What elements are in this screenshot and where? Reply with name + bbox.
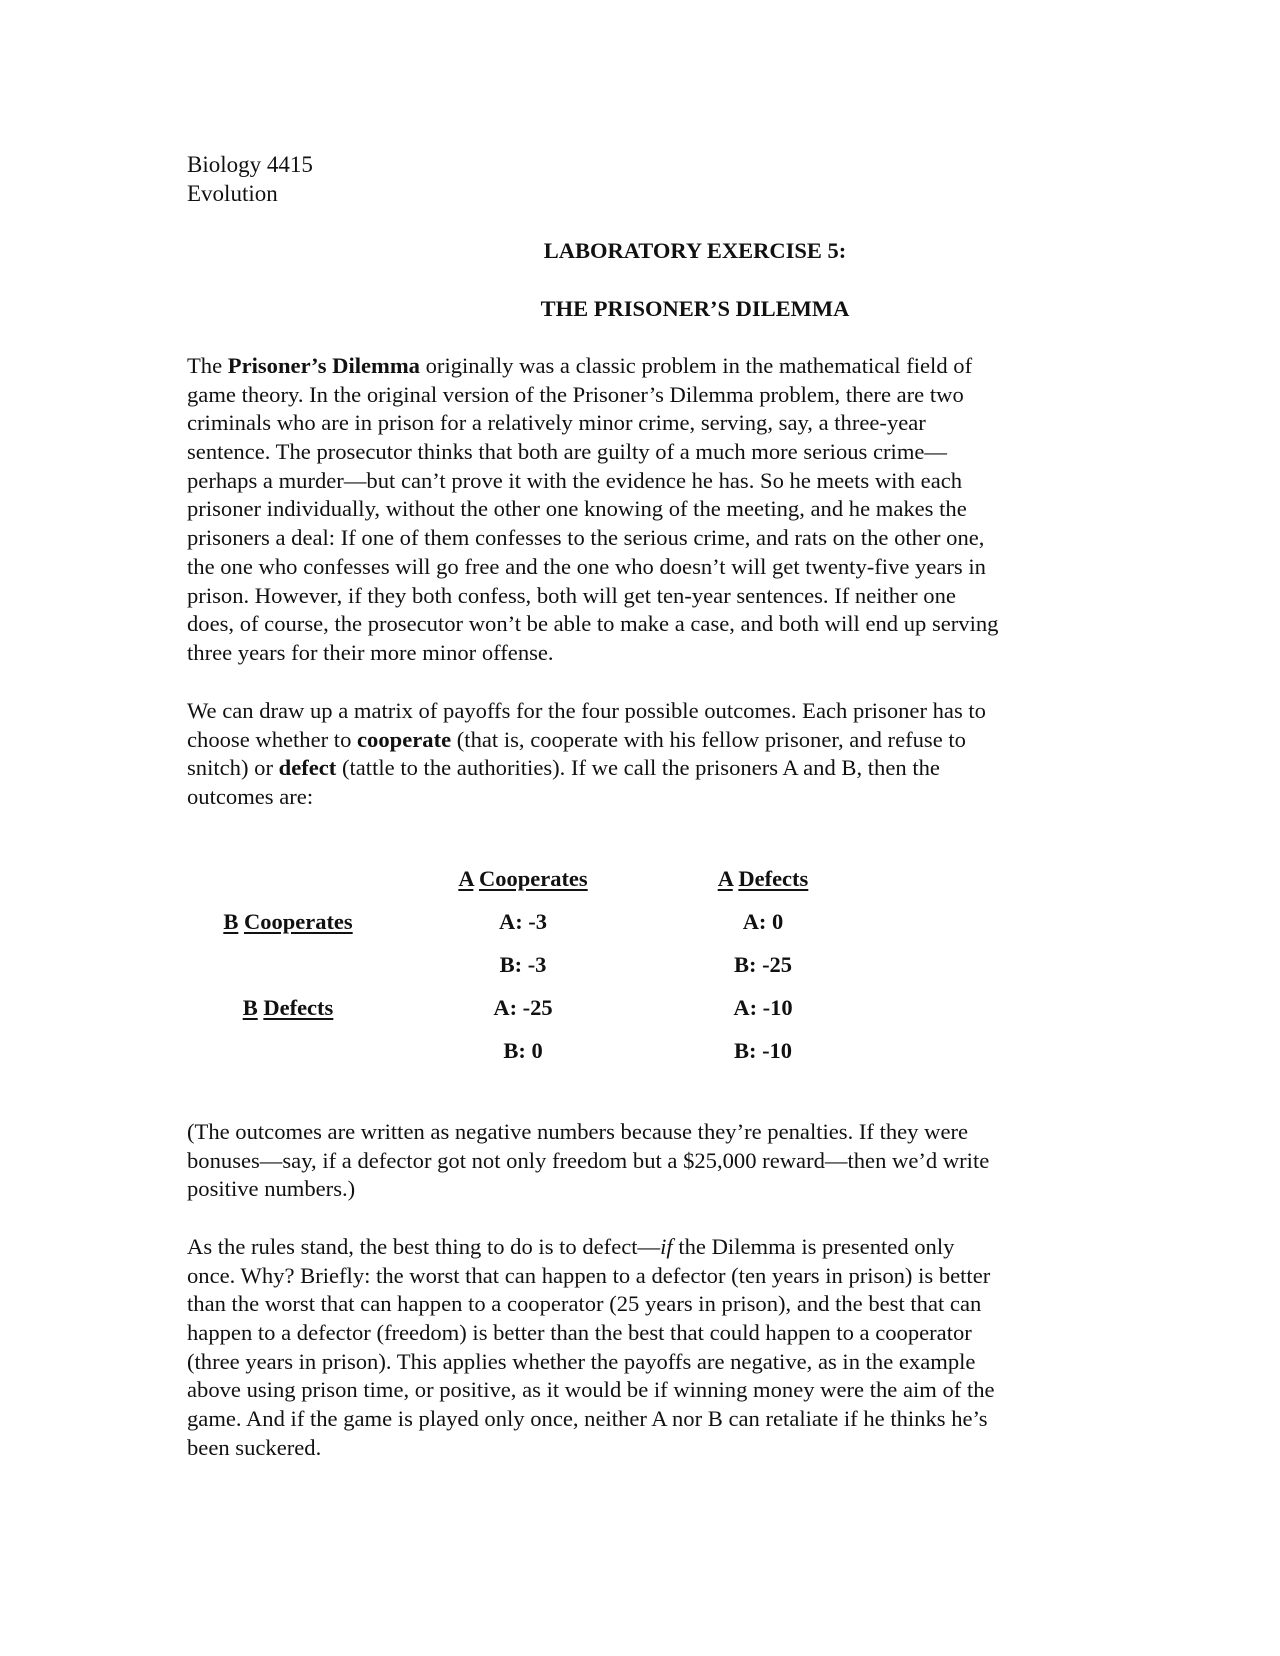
row-header-b-defects — [243, 994, 334, 1022]
header-letter: A — [717, 866, 733, 891]
paragraph-line: perhaps a murder—but can’t prove it with the evidence he has. So he meets with each — [187, 467, 963, 493]
paragraph-line — [187, 1233, 1107, 1262]
header-word: Cooperates — [243, 909, 353, 934]
paragraph-line: the one who confesses will go free and the one who doesn’t will get twenty-five years in — [187, 553, 986, 579]
payoff-cell: A: -10 — [733, 995, 793, 1020]
course-name: Evolution — [187, 181, 278, 206]
column-header-a-defects — [718, 865, 809, 893]
term-cooperate: cooperate — [357, 726, 452, 752]
paragraph-line: three years for their more minor offense. — [187, 639, 554, 665]
text-run: choose whether to — [187, 726, 358, 752]
term-prisoners-dilemma: Prisoner’s Dilemma — [227, 353, 420, 378]
paragraph-line — [187, 754, 1107, 783]
paragraph-line: (three years in prison). This applies whether the payoffs are negative, as in the example — [187, 1348, 976, 1374]
paragraph-line: prison. However, if they both confess, both will get ten-year sentences. If neither one — [187, 582, 956, 608]
paragraph-line: than the worst that can happen to a cooperator (25 years in prison), and the best that can — [187, 1291, 982, 1317]
term-defect: defect — [278, 755, 337, 781]
course-number: Biology 4415 — [187, 152, 313, 177]
paragraph-line: sentence. The prosecutor thinks that both are guilty of a much more serious crime— — [187, 439, 948, 465]
paragraph-line: prisoner individually, without the other one knowing of the meeting, and he makes the — [187, 496, 967, 522]
text-run: originally was a classic problem in the mathematical field of — [419, 353, 973, 378]
paragraph-line: does, of course, the prosecutor won’t be able to make a case, and both will end up serving — [187, 611, 999, 637]
paragraph-line: bonuses—say, if a defector got not only freedom but a $25,000 reward—then we’d write — [187, 1147, 990, 1173]
header-word: Cooperates — [478, 866, 588, 891]
analysis-paragraph — [187, 1233, 1107, 1463]
text-run: The — [187, 353, 228, 378]
header-letter: A — [458, 866, 474, 891]
text-run: snitch) or — [187, 755, 279, 781]
text-run: As the rules stand, the best thing to do is to defect— — [187, 1234, 661, 1259]
payoff-cell: A: 0 — [742, 909, 784, 934]
paragraph-line — [187, 726, 1107, 755]
paragraph-line: outcomes are: — [187, 784, 314, 810]
header-word: Defects — [738, 866, 809, 891]
payoff-cell: B: -10 — [733, 1038, 793, 1063]
exercise-title: LABORATORY EXERCISE 5: — [543, 238, 847, 263]
header-letter: B — [242, 995, 258, 1020]
paragraph-line: game. And if the game is played only once, neither A nor B can retaliate if he thinks he’s — [187, 1406, 988, 1432]
payoff-cell: B: -25 — [733, 952, 793, 977]
text-run: (that is, cooperate with his fellow prisoner, and refuse to — [451, 726, 966, 752]
emphasis-if: if — [660, 1234, 673, 1259]
payoff-cell: A: -3 — [498, 909, 548, 934]
column-header-a-cooperates — [458, 865, 587, 893]
payoff-cell: B: -3 — [499, 952, 547, 977]
row-header-b-cooperates — [223, 908, 352, 936]
paragraph-line: above using prison time, or positive, as it would be if winning money were the aim of the — [187, 1377, 995, 1403]
note-paragraph — [187, 1118, 1107, 1204]
payoff-intro-paragraph — [187, 697, 1107, 812]
header-word: Defects — [263, 995, 334, 1020]
paragraph-line: prisoners a deal: If one of them confesses to the serious crime, and rats on the other one, — [187, 525, 985, 551]
paragraph-line: (The outcomes are written as negative numbers because they’re penalties. If they were — [187, 1119, 969, 1144]
payoff-cell: B: 0 — [503, 1038, 543, 1063]
course-info — [187, 150, 313, 208]
paragraph-line: game theory. In the original version of the Prisoner’s Dilemma problem, there are two — [187, 381, 964, 407]
header-letter: B — [223, 909, 239, 934]
paragraph-line: once. Why? Briefly: the worst that can happen to a defector (ten years in prison) is better — [187, 1262, 991, 1288]
payoff-cell: A: -25 — [493, 995, 553, 1020]
paragraph-line: positive numbers.) — [187, 1176, 356, 1202]
paragraph-line: criminals who are in prison for a relatively minor crime, serving, say, a three-year — [187, 410, 926, 436]
intro-paragraph — [187, 352, 1107, 668]
paragraph-line: happen to a defector (freedom) is better than the best that could happen to a cooperator — [187, 1320, 972, 1346]
text-run: (tattle to the authorities). If we call the prisoners A and B, then the — [336, 755, 940, 781]
text-run: the Dilemma is presented only — [672, 1234, 955, 1259]
exercise-subtitle: THE PRISONER’S DILEMMA — [540, 296, 850, 321]
paragraph-line: been suckered. — [187, 1434, 322, 1460]
paragraph-line — [187, 352, 1107, 381]
paragraph-line: We can draw up a matrix of payoffs for the four possible outcomes. Each prisoner has to — [187, 698, 986, 723]
